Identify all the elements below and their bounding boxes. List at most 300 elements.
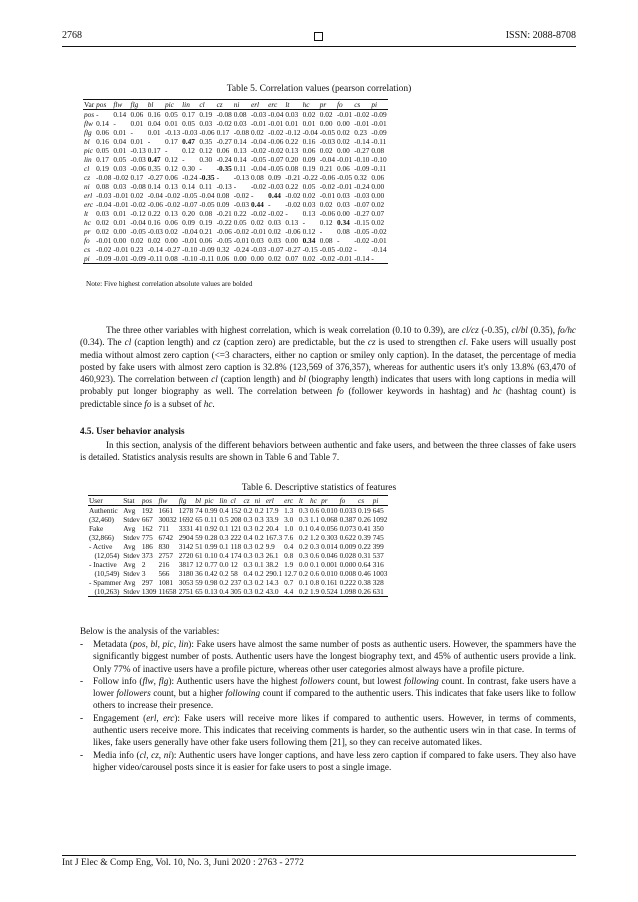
table5-cell: -0.04 [302,128,318,137]
table6-cell: 7.6 [284,533,294,542]
table5-cell: -0.21 [216,209,232,218]
variable-name: cl/cz [461,325,479,335]
table6-cell: 0.3 [243,560,253,569]
table5-cell: -0.04 [250,137,267,146]
table6-cell: 0.77 [204,560,218,569]
table6-cell: 74 [195,506,203,515]
table5-cell: 0.08 [96,182,109,191]
text-run: , [146,749,152,760]
table5-cell: 0.06 [199,236,213,245]
table6-col-header: flg [178,496,187,505]
table5-cell: 0.02 [371,200,385,209]
table6-cell: 297 [141,578,153,587]
table5-cell: 0.12 [302,227,316,236]
table5-cell: - [199,164,202,173]
table5-cell: 0.05 [233,218,247,227]
table5-row [83,191,388,200]
table6-cell: 0.39 [358,533,371,542]
table6-cell: 0.068 [321,515,338,524]
table5-cell: 0.12 [199,146,213,155]
table5-cell: 0.02 [319,110,333,119]
table5-col-header: pos [96,100,107,109]
variable-name: cz [212,337,221,348]
table5-cell: 0.01 [164,119,178,128]
table5-cell: -0.09 [199,245,215,254]
table6-user-label: (10,263) [89,587,120,596]
table6-cell: 0.26 [358,587,371,596]
text-run: Media info ( [93,749,140,760]
table5-cell: -0.06 [268,137,284,146]
text-run: , [145,639,151,649]
table5-cell: 0.08 [336,227,350,236]
table5-cell: 0.05 [302,182,316,191]
table5-cell: 0.00 [250,254,264,263]
page-number: 2768 [62,30,82,41]
dash-icon: - [80,675,84,686]
table6-row [88,506,388,516]
table5-row [83,110,388,120]
table5-cell: -0.06 [199,128,215,137]
table5-cell: - [319,227,323,236]
table5-cell: 0.19 [302,164,316,173]
table6-cell: 0.161 [321,578,338,587]
table5-cell: 0.14 [182,182,195,191]
table5-cell: 0.44 [250,200,264,209]
table5-cell: 0.01 [113,209,127,218]
table5-cell: 0.17 [130,173,144,182]
table5-cell: 0.01 [113,218,127,227]
table6-cell: 1.9 [284,560,294,569]
table5-cell: -0.10 [182,245,198,254]
table5-cell: -0.08 [96,173,112,182]
table6-cell: 0.28 [204,533,218,542]
table6-cell: Avg [123,560,136,569]
text-run: , [173,639,179,649]
bullet-item [80,749,576,774]
table5-cell: 0.06 [164,173,178,182]
table5-cell: 0.14 [96,119,109,128]
table6-cell: 0.3 [310,542,320,551]
table5-cell: 0.01 [147,128,161,137]
table5-cell: -0.06 [147,200,163,209]
table5-row-label: erc [84,200,94,209]
table6-cell: 2904 [178,533,194,542]
table5-cell: 0.19 [199,218,213,227]
table5-cell: - [250,191,254,200]
table5-row-label: lt [84,209,89,218]
text-run: (biography length) indicates that users with long captions in media will probably put longer biography as well. The correlation between [80,374,576,397]
table5-cell: 0.08 [371,146,385,155]
table5-cell: -0.03 [319,137,335,146]
table5-col-header: pic [164,100,174,109]
table6-cell: 0.3 [243,587,253,596]
table5-cell: 0.23 [354,128,367,137]
table5-cell: 0.06 [96,128,109,137]
table5-cell: - [164,146,168,155]
table5-cell: 0.07 [371,209,385,218]
table5-cell: 0.13 [302,209,316,218]
table5-col-header: lt [285,100,290,109]
text-run: . Fake users will usually post media without almost zero caption (<=3 characters, either no caption or smiley only caption). In the dataset, the percentage of media posted by fake users with almost zero caption is 32.8% (123,569 of 376,357), whereas for authentic users it's only 13.8% (63,470 of 460,923). The correlation between [80,337,576,385]
table5-cell: 0.02 [250,128,264,137]
table5-cell: -0.04 [268,110,284,119]
table6-cell: 1081 [158,578,174,587]
variable-name: cl [124,337,132,348]
table6-cell: 33.9 [265,515,279,524]
text-run: (0.35), [527,325,558,335]
table6-cell: 12.7 [284,569,297,578]
table5-cell: -0.09 [96,254,112,263]
table6-cell: 0.3 [298,506,309,515]
page-footer: Int J Elec & Comp Eng, Vol. 10, No. 3, Juni 2020 : 2763 - 2772 [62,858,304,868]
table5-cell: 0.05 [96,146,109,155]
table5-row [83,128,388,137]
table6-descriptive-stats [88,495,388,597]
table5-cell: -0.02 [233,191,249,200]
table5-cell: -0.05 [268,164,284,173]
table6-cell: 0.622 [339,533,356,542]
table5-row-label: bl [84,137,90,146]
table5-cell: 0.06 [336,164,350,173]
table5-cell: -0.11 [199,254,215,263]
table6-cell: 3180 [178,569,194,578]
table5-cell: 0.14 [233,137,247,146]
table6-cell: 0.222 [339,578,356,587]
table6-cell: 537 [372,551,384,560]
table5-col-header: flw [113,100,123,109]
table5-cell: -0.14 [147,245,163,254]
table5-cell: -0.02 [250,146,267,155]
table6-cell: 0.2 [254,533,264,542]
table6-cell: Avg [123,578,136,587]
text-run: is a subset of [151,398,204,409]
table6-cell: 0.056 [321,524,338,533]
table5-cell: -0.05 [216,236,232,245]
table6-col-header: lt [298,496,303,505]
table6-row [88,524,388,533]
table5-cell: -0.06 [319,209,335,218]
table5-cell: 0.14 [233,155,247,164]
table5-row-label: fo [84,236,90,245]
table5-row-label: pic [84,146,93,155]
table5-cell: 0.21 [199,227,213,236]
table5-cell: 0.00 [336,146,350,155]
table5-cell: -0.12 [130,209,146,218]
table5-row-label: cz [84,173,91,182]
table6-row [88,560,388,569]
table6-cell: 30032 [158,515,177,524]
table5-cell: -0.03 [182,128,198,137]
table6-cell: 0.1 [310,560,320,569]
text-run: The three other variables with highest correlation, which is weak correlation (0.10 to 0.39), are [106,325,462,335]
table6-cell: 0.2 [219,578,229,587]
table5-cell: 0.08 [285,164,299,173]
table5-cell: -0.07 [354,200,370,209]
table5-cell: 0.08 [250,173,264,182]
table5-cell: -0.09 [130,254,146,263]
table5-cell: 0.17 [182,110,195,119]
table5-cell: -0.22 [216,218,232,227]
table5-cell: -0.02 [319,182,335,191]
table5-cell: 0.00 [285,236,299,245]
table5-cell: 0.22 [147,209,161,218]
table6-cell: 0.1 [254,560,264,569]
table5-row-label: flg [84,128,92,137]
table5-cell: 0.12 [164,164,178,173]
table5-cell: 0.02 [164,227,178,236]
table6-cell: 0.1 [298,524,309,533]
table5-row [83,119,388,128]
table6-cell: 162 [141,524,153,533]
table5-cell: -0.02 [285,191,301,200]
table5-cell: 0.03 [250,236,264,245]
text-run: Engagement ( [93,712,147,723]
table6-cell: 237 [230,578,242,587]
text-run: Metadata ( [93,639,133,649]
table5-col-header: pi [371,100,378,109]
table6-row [88,515,388,524]
table6-cell: Stdev [123,587,140,596]
table5-cell: 0.09 [216,200,230,209]
text-run: ): Authentic users have the highest [168,675,301,686]
table5-col-header: cl [199,100,205,109]
variable-name: followers [116,688,151,699]
table6-cell: 0.26 [358,515,371,524]
table6-cell: 0.010 [321,569,338,578]
table6-user-label: (32,866) [89,533,114,542]
table5-cell: 0.02 [250,218,264,227]
table5-row [83,245,388,254]
table5-cell: 0.32 [216,245,230,254]
text-run: (caption length) and [217,374,299,385]
table6-user-label: (12,054) [89,551,120,560]
table5-cell: 0.35 [199,137,213,146]
page-header [62,30,576,46]
table6-cell: 0.98 [204,578,218,587]
variable-name: cl [139,749,147,760]
table5-cell: -0.12 [285,128,301,137]
table5-cell: 0.17 [147,146,161,155]
table6-cell: 0.1 [219,524,229,533]
variable-name: bl [150,639,158,649]
table5-cell: 0.16 [302,137,316,146]
table6-cell: 0.3 [298,515,309,524]
table5-cell: 0.22 [285,182,299,191]
table5-cell: -0.05 [130,227,146,236]
table6-cell: 0.2 [298,587,309,596]
variable-name: following [404,675,439,686]
table6-cell: 0.31 [358,551,371,560]
text-run: (hashtag count) is predictable since [80,386,576,409]
table5-cell: 0.34 [336,218,350,227]
table5-cell: 0.03 [285,110,299,119]
table5-cell: -0.03 [147,227,163,236]
text-run: count. In contrast, fake users have a lower [93,675,576,699]
variable-name: erl [146,712,157,723]
table5-cell: 0.02 [371,218,385,227]
table5-cell: 0.16 [96,137,109,146]
table5-col-header: bl [147,100,154,109]
variable-name: cl/bl [511,325,528,335]
table5-cell: -0.10 [182,254,198,263]
table5-cell: -0.02 [354,110,370,119]
table5-cell: 0.23 [130,245,144,254]
text-run: count if compared to the authentic users. This indicates that fake users like to follow others to increase their presence. [93,688,576,711]
variable-name: fo [336,386,344,397]
table5-cell: -0.14 [354,137,370,146]
table5-cell: -0.03 [268,182,284,191]
table6-cell: 0.046 [321,551,338,560]
table6-cell: 0.073 [339,524,356,533]
table5-cell: -0.06 [285,227,301,236]
table5-cell: - [354,245,357,254]
table5-row [83,254,388,264]
table5-cell: -0.24 [216,155,232,164]
table6-col-header: ni [254,496,261,505]
table6-cell: 350 [372,524,384,533]
table6-cell: 316 [372,560,384,569]
table6-cell: 0.3 [243,515,253,524]
table6-cell: 0.6 [310,569,320,578]
table6-cell: 0.2 [254,506,264,515]
table5-col-header: cs [354,100,361,109]
table5-cell: 0.14 [147,182,161,191]
table5-cell: 0.03 [268,236,281,245]
table5-cell: 0.02 [130,236,144,245]
bullet-item [80,638,576,675]
table5-cell: 0.17 [96,155,109,164]
table6-cell: 0.99 [204,542,218,551]
table6-cell: 0.387 [339,515,356,524]
table6-cell: 36 [195,569,203,578]
text-run: ): Fake users have almost the same number of posts as authentic users. However, the spammers have the significantly biggest number of posts. Authentic users have the longest biography text, and 45% of authentic users provide a link. Only 77% of inactive users have a profile picture, whereas other user categories almost always have a profile picture. [93,639,577,674]
table6-col-header: lin [219,496,228,505]
table5-cell: 0.07 [285,254,299,263]
table5-cell: -0.13 [233,173,249,182]
variable-name: pic [162,639,174,649]
table5-cell: -0.02 [319,254,335,263]
table5-cell: 0.01 [130,137,144,146]
bullet-item [80,712,576,749]
table5-cell: 0.20 [285,155,299,164]
text-run: ): Fake users will receive more likes if compared to authentic users. However, in terms of comments, authentic users receive more. This indicates that receiving comments is harder, so the authentic users win in that case. In terms of likes, fake users generally have other fake users following them [21], so they can receive automated likes. [93,712,576,748]
table5-cell: 0.08 [319,236,333,245]
table5-cell: -0.02 [336,245,353,254]
table5-cell: 0.09 [268,173,281,182]
table6-col-header: hc [310,496,317,505]
table5-cell: -0.01 [371,119,387,128]
table6-cell: 0.3 [243,578,253,587]
bullet-item [80,675,576,712]
table5-cell: 0.16 [147,110,161,119]
table5-cell: -0.05 [336,173,353,182]
table6-cell: 0.5 [219,515,229,524]
table5-cell: 0.06 [130,110,144,119]
table5-cell: 0.00 [371,191,385,200]
section-heading: 4.5. User behavior analysis [80,426,185,436]
table5-cell: 0.06 [216,254,230,263]
table5-cell: 0.47 [147,155,161,164]
table5-cell: 0.00 [113,227,127,236]
variable-name: hc [203,398,213,409]
table5-row-label: flw [84,119,93,128]
table5-cell: -0.01 [319,191,335,200]
table6-cell: 208 [230,515,242,524]
table5-cell: 0.01 [302,119,316,128]
table6-cell: 0.42 [204,569,218,578]
table5-cell: -0.02 [250,182,267,191]
table5-cell: 0.02 [302,110,316,119]
table5-cell: 0.01 [113,146,127,155]
table5-cell: -0.24 [182,173,198,182]
table5-col-header: hc [302,100,310,109]
table5-cell: 0.06 [216,146,230,155]
table5-cell: -0.02 [96,245,112,254]
table5-cell: - [96,110,99,119]
table5-row [83,137,388,146]
table5-cell: 0.12 [182,146,195,155]
table5-cell: 0.47 [182,137,195,146]
table6-cell: 12 [195,560,203,569]
table5-col-header: lin [182,100,190,109]
table5-cell: 0.02 [268,254,281,263]
table6-header-row [88,496,388,506]
table5-cell: 0.17 [164,137,178,146]
table5-cell: 0.00 [113,236,127,245]
table5-cell: 0.08 [216,191,230,200]
table5-cell: 0.02 [96,227,109,236]
table6-cell: 1092 [372,515,388,524]
table6-user-label: (10,549) [89,569,120,578]
table5-cell: -0.03 [130,155,146,164]
table6-row [88,587,388,597]
table5-cell: -0.01 [96,236,112,245]
table6-cell: 305 [230,587,242,596]
text-run: count, but a higher [150,688,226,699]
table6-col-header: pos [141,496,152,505]
table6-cell: 222 [230,533,242,542]
table5-cell: -0.03 [250,245,267,254]
table5-cell: 0.05 [182,119,195,128]
table6-cell: 0.92 [204,524,218,533]
table5-cell: 0.12 [164,155,178,164]
table5-cell: 0.05 [164,110,178,119]
table5-cell: 0.30 [199,155,213,164]
table5-cell: -0.14 [354,254,370,263]
table5-cell: -0.21 [285,173,301,182]
table6-caption: Table 6. Descriptive statistics of features [241,483,397,493]
dash-icon: - [80,639,84,649]
table6-cell: 0.22 [358,542,371,551]
table5-cell: 0.02 [319,200,333,209]
table5-cell: -0.13 [164,128,181,137]
table6-cell: 0.033 [339,506,356,515]
variable-name: lin [178,639,189,649]
table5-cell: -0.10 [354,155,370,164]
table5-cell: 0.02 [336,128,350,137]
table5-cell: -0.05 [319,245,335,254]
table6-cell: 0.13 [204,587,218,596]
table6-cell: 0.2 [298,533,309,542]
table6-cell: 174 [230,551,242,560]
footer-rule [62,855,576,856]
table6-cell: Stdev [123,533,140,542]
table5-row-label: hc [84,218,91,227]
table6-cell: 2 [141,560,146,569]
table6-row [88,569,388,578]
text-run: (caption zero) are predictable, but the [220,337,368,348]
table5-cell: -0.27 [216,137,232,146]
